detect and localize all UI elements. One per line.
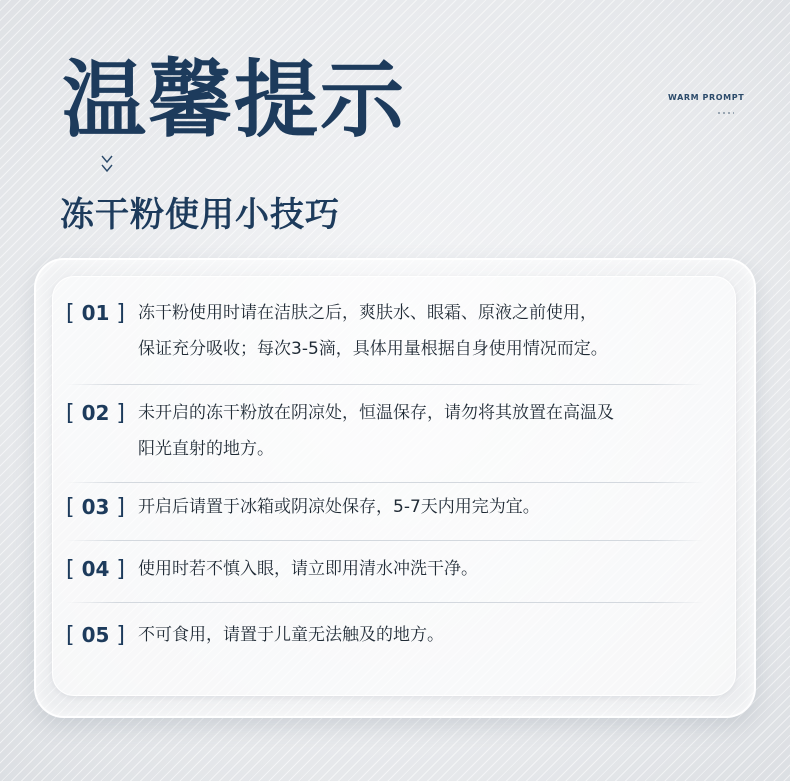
tip-number: [ 04 ] <box>66 557 125 582</box>
tip-number: [ 03 ] <box>66 495 125 520</box>
page-title: 温馨提示 <box>62 51 407 149</box>
tip-line: 不可食用，请置于儿童无法触及的地方。 <box>138 625 444 645</box>
tip-line: 未开启的冻干粉放在阴凉处，恒温保存，请勿将其放置在高温及 <box>138 403 614 423</box>
section-subtitle: 冻干粉使用小技巧 <box>60 195 340 235</box>
divider <box>66 540 704 541</box>
tip-line: 使用时若不慎入眼，请立即用清水冲洗干净。 <box>138 559 478 579</box>
divider <box>66 384 704 385</box>
tip-number: [ 01 ] <box>66 301 125 326</box>
tip-line: 阳光直射的地方。 <box>138 439 274 459</box>
divider <box>66 482 704 483</box>
tip-text <box>138 489 698 525</box>
tip-line: 开启后请置于冰箱或阴凉处保存，5-7天内用完为宜。 <box>138 497 540 517</box>
tip-text <box>138 395 698 467</box>
tip-number: [ 05 ] <box>66 623 125 648</box>
tip-text <box>138 295 698 367</box>
divider <box>66 602 704 603</box>
warm-prompt-tag: WARM PROMPT <box>668 93 745 102</box>
tip-number: [ 02 ] <box>66 401 125 426</box>
tip-line: 保证充分吸收；每次3-5滴，具体用量根据自身使用情况而定。 <box>138 339 608 359</box>
tip-text <box>138 551 698 587</box>
tip-line: 冻干粉使用时请在洁肤之后，爽肤水、眼霜、原液之前使用， <box>138 303 597 323</box>
tip-text <box>138 617 698 653</box>
